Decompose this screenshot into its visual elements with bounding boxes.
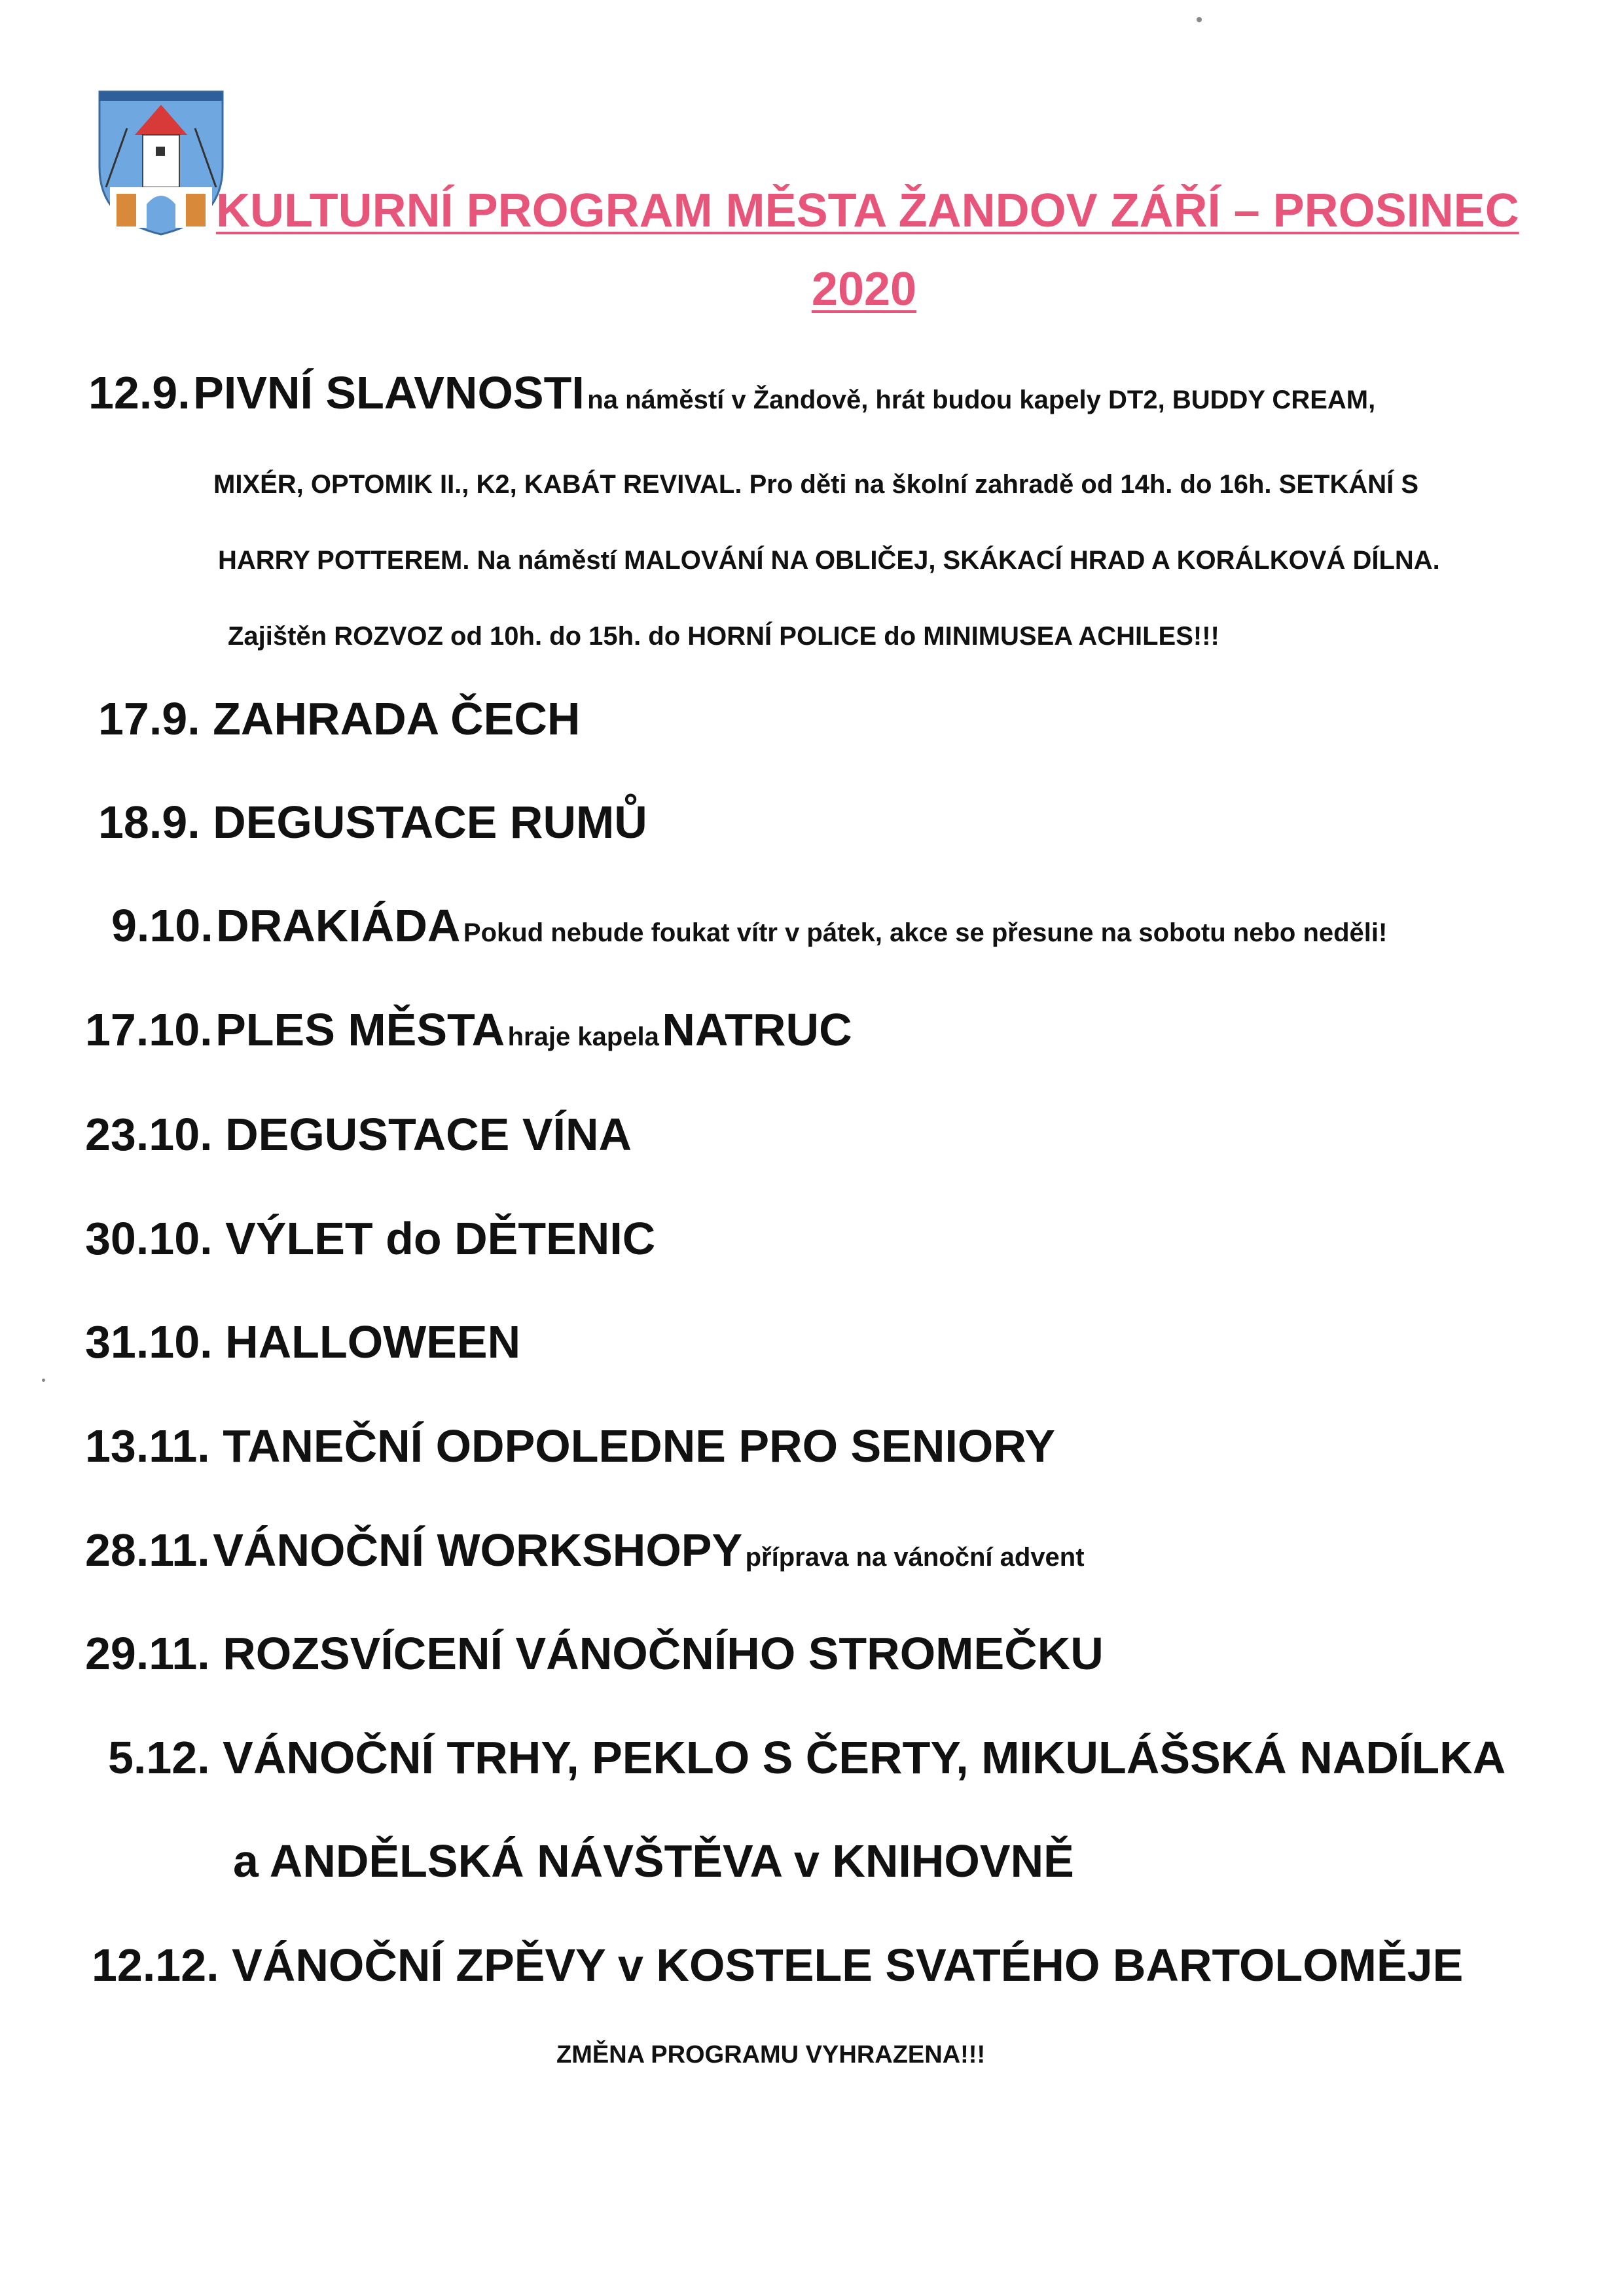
event-date: 5.12. — [108, 1732, 210, 1783]
event-date: 12.12. — [92, 1940, 219, 1991]
event-12-9 — [88, 367, 1375, 419]
event-continuation: a ANDĚLSKÁ NÁVŠTĚVA v KNIHOVNĚ — [233, 1835, 1074, 1887]
event-18-9 — [98, 796, 647, 848]
event-name: VÁNOČNÍ WORKSHOPY — [213, 1525, 743, 1576]
event-date: 31.10. — [85, 1316, 213, 1367]
event-23-10 — [85, 1108, 632, 1161]
scan-speck — [42, 1379, 45, 1382]
event-date: 17.9. — [98, 693, 200, 744]
event-name: VÁNOČNÍ TRHY, PEKLO S ČERTY, MIKULÁŠSKÁ NADÍLKA — [223, 1732, 1506, 1783]
page-title — [216, 172, 1519, 329]
event-31-10 — [85, 1316, 520, 1368]
event-name: ROZSVÍCENÍ VÁNOČNÍHO STROMEČKU — [223, 1628, 1104, 1679]
event-name: DEGUSTACE VÍNA — [225, 1109, 632, 1160]
event-note-line: Zajištěn ROZVOZ od 10h. do 15h. do HORNÍ POLICE do MINIMUSEA ACHILES!!! — [228, 622, 1219, 651]
event-date: 30.10. — [85, 1213, 213, 1264]
event-date: 23.10. — [85, 1109, 213, 1160]
event-name: PIVNÍ SLAVNOSTI — [193, 367, 585, 418]
event-note-line: HARRY POTTEREM. Na náměstí MALOVÁNÍ NA OBLIČEJ, SKÁKACÍ HRAD A KORÁLKOVÁ DÍLNA. — [218, 546, 1440, 575]
event-name: HALLOWEEN — [225, 1316, 521, 1367]
event-band: NATRUC — [662, 1004, 852, 1055]
event-5-12 — [108, 1731, 1506, 1784]
scan-speck — [1197, 17, 1202, 22]
event-note: příprava na vánoční advent — [745, 1543, 1085, 1572]
event-28-11 — [85, 1524, 1085, 1576]
event-note: hraje kapela — [507, 1022, 659, 1051]
event-29-11 — [85, 1627, 1104, 1680]
title-line-1: KULTURNÍ PROGRAM MĚSTA ŽANDOV ZÁŘÍ – PROSINEC — [216, 185, 1519, 237]
event-date: 17.10. — [85, 1004, 213, 1055]
event-name: PLES MĚSTA — [215, 1004, 505, 1055]
event-name: DRAKIÁDA — [216, 900, 461, 951]
event-note: na náměstí v Žandově, hrát budou kapely DT2, BUDDY CREAM, — [587, 386, 1376, 414]
event-date: 12.9. — [88, 367, 190, 418]
event-13-11 — [85, 1420, 1055, 1472]
event-30-10 — [85, 1212, 655, 1265]
event-name: ZAHRADA ČECH — [213, 693, 581, 744]
event-9-10 — [111, 899, 1387, 952]
event-note: Pokud nebude foukat vítr v pátek, akce se přesune na sobotu nebo neděli! — [463, 918, 1388, 947]
event-name: DEGUSTACE RUMŮ — [213, 797, 647, 848]
event-17-9 — [98, 693, 580, 745]
event-date: 13.11. — [85, 1420, 210, 1472]
event-date: 28.11. — [85, 1525, 210, 1576]
title-line-2: 2020 — [811, 263, 917, 316]
event-date: 9.10. — [111, 900, 213, 951]
event-name: TANEČNÍ ODPOLEDNE PRO SENIORY — [223, 1420, 1056, 1472]
event-date: 18.9. — [98, 797, 200, 848]
event-name: VÝLET do DĚTENIC — [225, 1213, 656, 1264]
event-date: 29.11. — [85, 1628, 210, 1679]
footer-disclaimer: ZMĚNA PROGRAMU VYHRAZENA!!! — [556, 2041, 986, 2069]
event-17-10 — [85, 1003, 852, 1056]
town-crest-icon — [97, 89, 225, 237]
event-name: VÁNOČNÍ ZPĚVY v KOSTELE SVATÉHO BARTOLOMĚJE — [232, 1940, 1464, 1991]
event-12-12 — [92, 1939, 1463, 1991]
event-note-line: MIXÉR, OPTOMIK II., K2, KABÁT REVIVAL. Pro děti na školní zahradě od 14h. do 16h. SETKÁNÍ S — [213, 470, 1419, 499]
